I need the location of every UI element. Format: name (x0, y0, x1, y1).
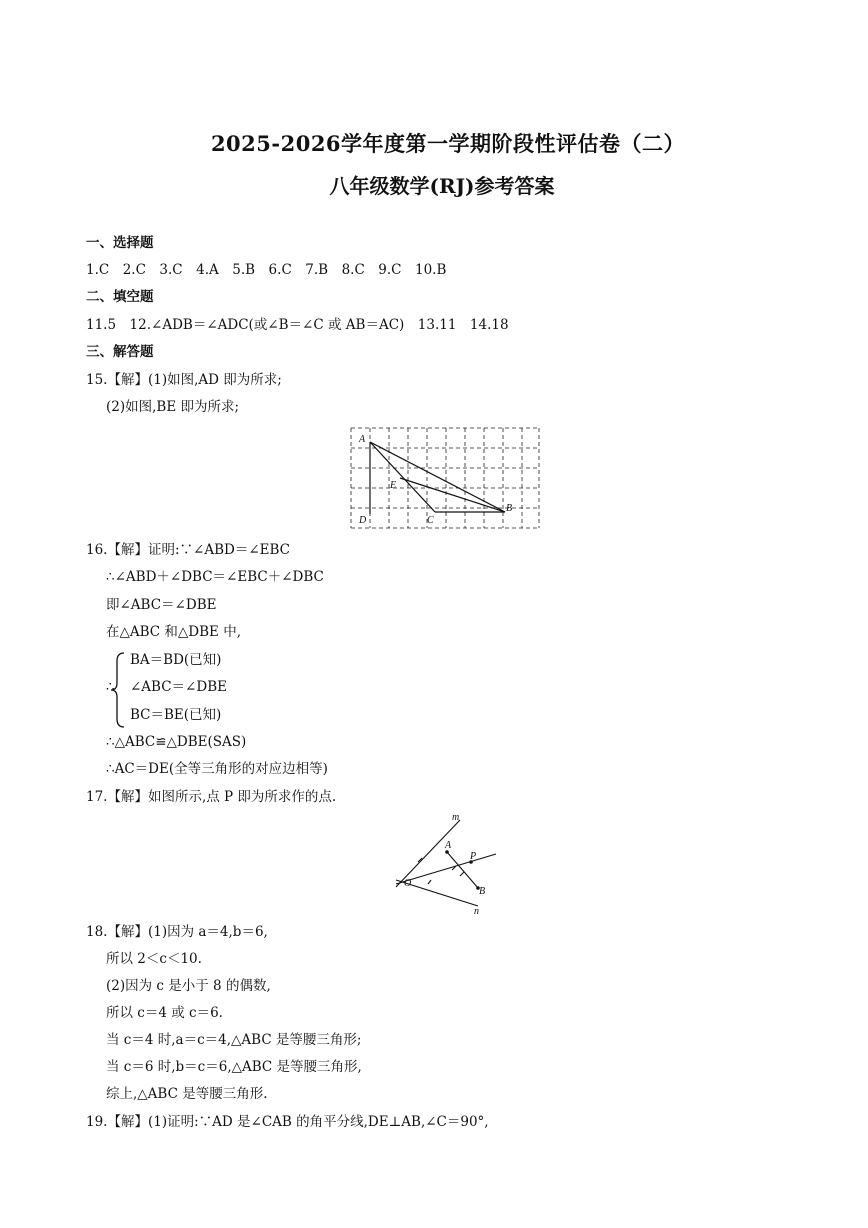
brace-icon (108, 651, 128, 729)
q18-line7: 综上,△ABC 是等腰三角形. (106, 1086, 268, 1102)
ray-om (396, 820, 460, 887)
fill-answers: 11.5 12.∠ADB＝∠ADC(或∠B＝∠C 或 AB＝AC) 13.11 14.18 (86, 317, 509, 333)
label-m: m (452, 812, 460, 823)
label-d: D (359, 515, 367, 526)
q18-line3: (2)因为 c 是小于 8 的偶数, (106, 978, 271, 994)
triangle-abc (370, 442, 505, 514)
section-heading-fill: 二、填空题 (86, 289, 154, 305)
section-heading-choice: 一、选择题 (86, 235, 154, 251)
q16-condition3: BC＝BE(已知) (130, 707, 222, 723)
q16-line6: ∴AC＝DE(全等三角形的对应边相等) (106, 761, 328, 777)
q15-line1: 15.【解】(1)如图,AD 即为所求; (86, 372, 282, 388)
q17-construction-figure (390, 812, 505, 917)
q16-line5: ∴△ABC≌△DBE(SAS) (106, 734, 247, 750)
q16-line1: 16.【解】证明:∵∠ABD＝∠EBC (86, 542, 290, 558)
q18-line1: 18.【解】(1)因为 a＝4,b＝6, (86, 924, 268, 940)
section-heading-solve: 三、解答题 (86, 344, 154, 360)
q18-line2: 所以 2＜c＜10. (106, 951, 202, 967)
page-title: 2025-2026学年度第一学期阶段性评估卷（二） (210, 131, 686, 156)
label-b: B (479, 886, 486, 897)
choice-answers: 1.C 2.C 3.C 4.A 5.B 6.C 7.B 8.C 9.C 10.B (86, 262, 447, 278)
label-o: O (404, 878, 412, 889)
q16-line4: 在△ABC 和△DBE 中, (106, 624, 241, 640)
label-a: A (445, 840, 452, 851)
q19-line1: 19.【解】(1)证明:∵AD 是∠CAB 的角平分线,DE⊥AB,∠C＝90°, (86, 1114, 489, 1130)
page-subtitle: 八年级数学(RJ)参考答案 (329, 174, 555, 198)
q18-line4: 所以 c＝4 或 c＝6. (106, 1005, 223, 1021)
q18-line6: 当 c＝6 时,b＝c＝6,△ABC 是等腰三角形, (106, 1059, 362, 1075)
label-b: B (506, 503, 513, 514)
q18-line5: 当 c＝4 时,a＝c＝4,△ABC 是等腰三角形; (106, 1032, 362, 1048)
q16-condition2: ∠ABC＝∠DBE (130, 679, 227, 695)
label-n: n (474, 906, 479, 917)
q16-condition1: BA＝BD(已知) (130, 652, 222, 668)
q15-line2: (2)如图,BE 即为所求; (106, 399, 240, 415)
q15-grid-figure (348, 425, 543, 531)
q16-line3: 即∠ABC＝∠DBE (106, 597, 217, 613)
label-e: E (390, 480, 397, 491)
label-a: A (359, 434, 366, 445)
q16-line2: ∴∠ABD＋∠DBC＝∠EBC＋∠DBC (106, 569, 324, 585)
label-c: C (427, 515, 434, 526)
label-p: P (470, 851, 477, 862)
q17-line1: 17.【解】如图所示,点 P 即为所求作的点. (86, 789, 337, 805)
q16-therefore: ∴ (106, 679, 115, 695)
